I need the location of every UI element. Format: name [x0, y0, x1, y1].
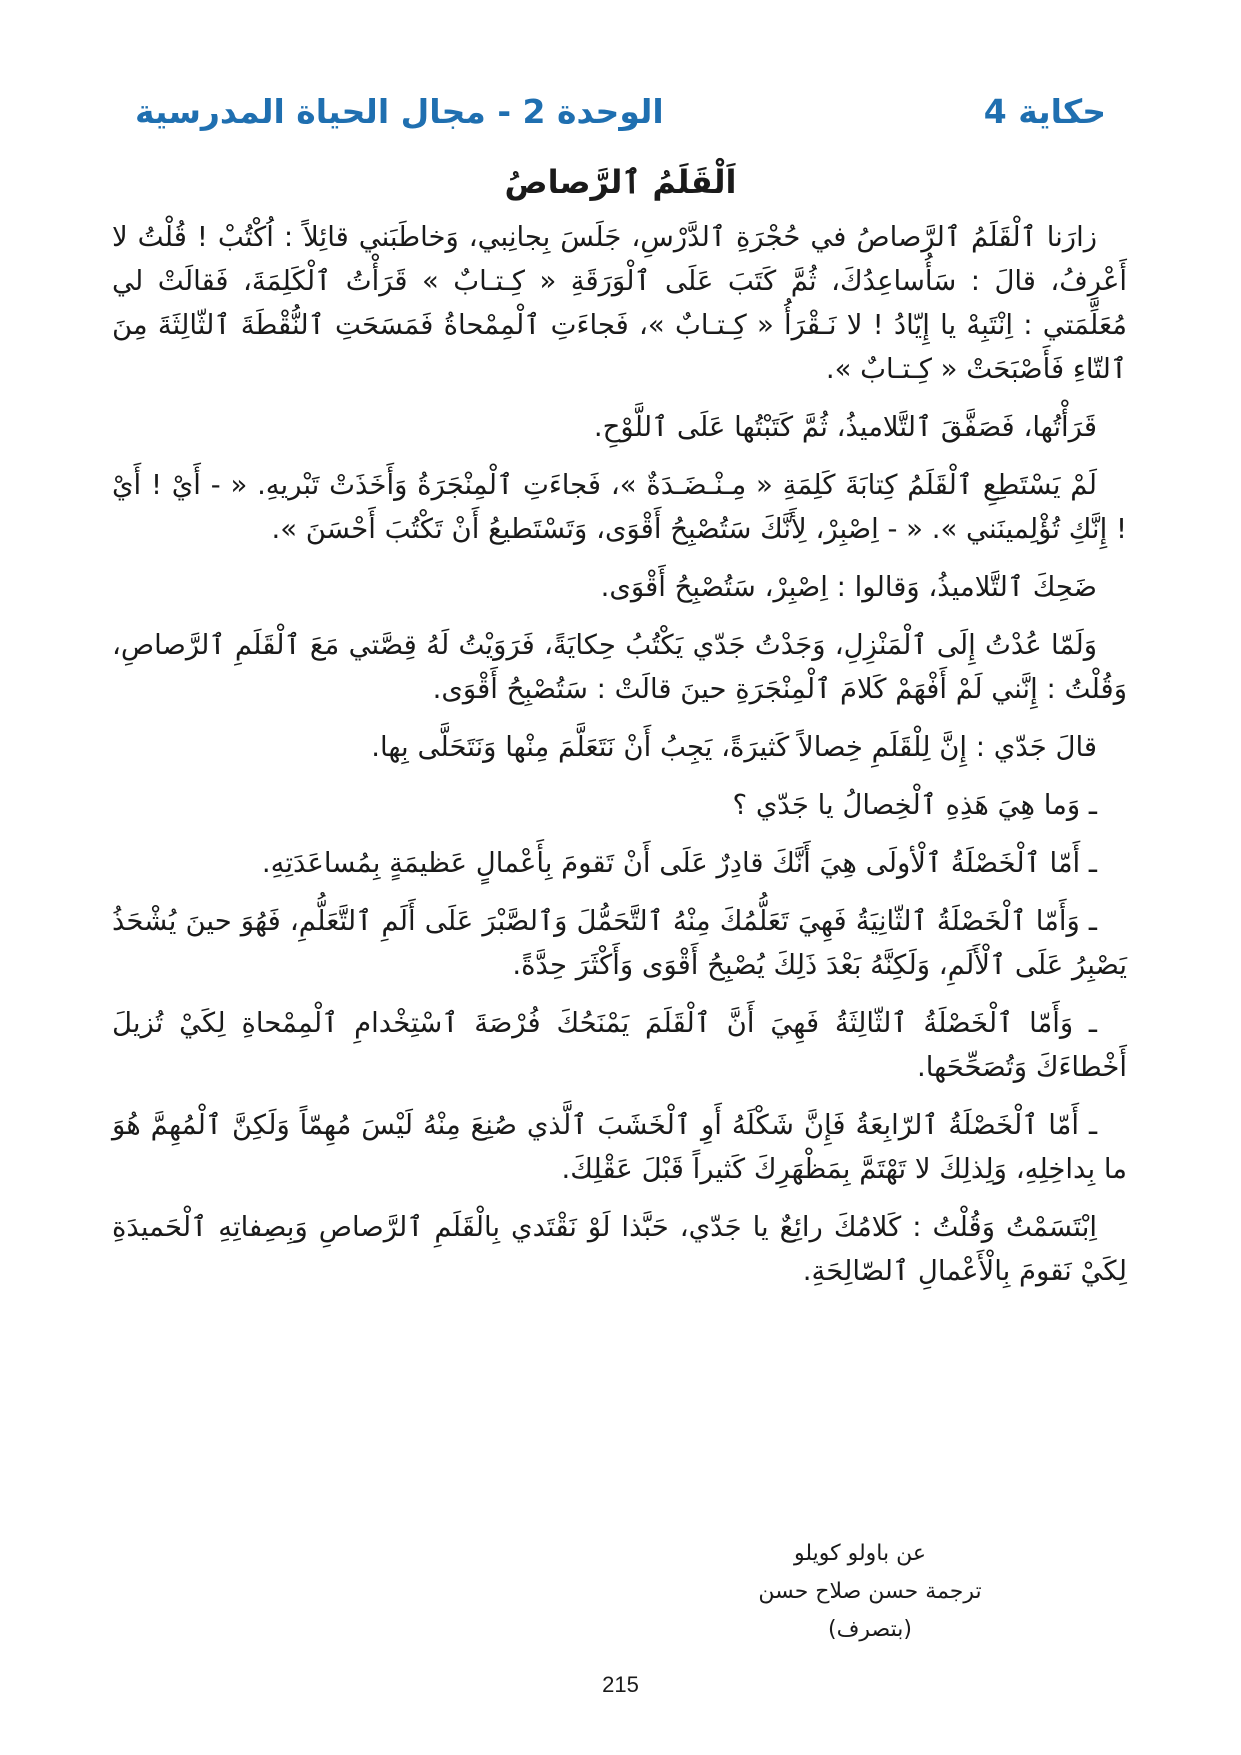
story-number: حكاية 4: [983, 92, 1106, 131]
attribution: [720, 1535, 1020, 1649]
story-paragraph: ـ وَما هِيَ هَذِهِ ٱلْخِصالُ يا جَدّي ؟: [732, 789, 1097, 821]
story-paragraph: ضَحِكَ ٱلتَّلاميذُ، وَقالوا : اِصْبِرْ، سَتُصْبِحُ أَقْوَى.: [600, 571, 1097, 603]
story-paragraph: اِبْتَسَمْتُ وَقُلْتُ : كَلامُكَ رائِعٌ يا جَدّي، حَبَّذا لَوْ نَقْتَدي بِالْقَلَمِ ٱلرَّصاصِ وَبِصِفاتِهِ ٱلْحَميدَةِ لِكَيْ نَقومَ بِالْأَعْمالِ ٱلصّالِحَةِ.: [112, 1211, 1127, 1287]
story-title: اَلْقَلَمُ ٱلرَّصاصُ: [504, 163, 737, 201]
page-number: 215: [602, 1672, 639, 1697]
story-paragraph: لَمْ يَسْتَطِعِ ٱلْقَلَمُ كِتابَةَ كَلِمَةِ « مِـنْـضَـدَةٌ »، فَجاءَتِ ٱلْمِنْجَرَةُ وَأَخَذَتْ تَبْريهِ. « - أَيْ ! أَيْ ! إِنَّكِ تُؤْلِمينَني ». « - اِصْبِرْ، لِأَنَّكَ سَتُصْبِحُ أَقْوَى، وَتَسْتَطيعُ أَنْ تَكْتُبَ أَحْسَنَ ».: [112, 469, 1127, 545]
story-paragraph: ـ وَأَمّا ٱلْخَصْلَةُ ٱلثّانِيَةُ فَهِيَ تَعَلُّمُكَ مِنْهُ ٱلتَّحَمُّلَ وَٱلصَّبْرَ عَلَى أَلَمِ ٱلتَّعَلُّمِ، فَهُوَ حينَ يُشْحَذُ يَصْبِرُ عَلَى ٱلْأَلَمِ، وَلَكِنَّهُ بَعْدَ ذَلِكَ يُصْبِحُ أَقْوَى وَأَكْثَرَ حِدَّةً.: [112, 905, 1127, 981]
story-body: [112, 215, 1127, 1307]
translator-credit: ترجمة حسن صلاح حسن (بتصرف): [758, 1579, 982, 1642]
story-paragraph: ـ أَمّا ٱلْخَصْلَةُ ٱلرّابِعَةُ فَإِنَّ شَكْلَهُ أَوِ ٱلْخَشَبَ ٱلَّذي صُنِعَ مِنْهُ لَيْسَ مُهِمّاً وَلَكِنَّ ٱلْمُهِمَّ هُوَ ما بِداخِلِهِ، وَلِذلِكَ لا تَهْتَمَّ بِمَظْهَرِكَ كَثيراً قَبْلَ عَقْلِكَ.: [112, 1109, 1127, 1185]
story-paragraph: زارَنا ٱلْقَلَمُ ٱلرَّصاصُ في حُجْرَةِ ٱلدَّرْسِ، جَلَسَ بِجانِبي، وَخاطَبَني قائِلاً : اُكْتُبْ ! قُلْتُ لا أَعْرِفُ، قالَ : سَأُساعِدُكَ، ثُمَّ كَتَبَ عَلَى ٱلْوَرَقَةِ « كِـتـابٌ » قَرَأْتُ ٱلْكَلِمَةَ، فَقالَتْ لي مُعَلِّمَتي : اِنْتَبِهْ يا إِيّادُ ! لا نَـقْرَأُ « كِـتـابٌ »، فَجاءَتِ ٱلْمِمْحاةُ فَمَسَحَتِ ٱلنُّقْطَةَ ٱلثّالِثَةَ مِنَ ٱلتّاءِ فَأَصْبَحَتْ « كِـتـابٌ ».: [112, 221, 1127, 385]
story-paragraph: ـ أَمّا ٱلْخَصْلَةُ ٱلْأولَى هِيَ أَنَّكَ قادِرٌ عَلَى أَنْ تَقومَ بِأَعْمالٍ عَظيمَةٍ بِمُساعَدَتِهِ.: [261, 847, 1097, 879]
author-credit: عن باولو كويلو: [794, 1541, 926, 1566]
page-header: [135, 92, 1106, 142]
story-paragraph: وَلَمّا عُدْتُ إِلَى ٱلْمَنْزِلِ، وَجَدْتُ جَدّي يَكْتُبُ حِكايَةً، فَرَوَيْتُ لَهُ قِصَّتي مَعَ ٱلْقَلَمِ ٱلرَّصاصِ، وَقُلْتُ : إِنَّني لَمْ أَفْهَمْ كَلامَ ٱلْمِنْجَرَةِ حينَ قالَتْ : سَتُصْبِحُ أَقْوَى.: [112, 629, 1127, 705]
unit-title: الوحدة 2 - مجال الحياة المدرسية: [135, 92, 664, 131]
story-paragraph: قالَ جَدّي : إِنَّ لِلْقَلَمِ خِصالاً كَثيرَةً، يَجِبُ أَنْ نَتَعَلَّمَ مِنْها وَنَتَحَلَّى بِها.: [371, 731, 1097, 763]
story-paragraph: ـ وَأَمّا ٱلْخَصْلَةُ ٱلثّالِثَةُ فَهِيَ أَنَّ ٱلْقَلَمَ يَمْنَحُكَ فُرْصَةَ ٱسْتِخْدامِ ٱلْمِمْحاةِ لِكَيْ تُزيلَ أَخْطاءَكَ وَتُصَحِّحَها.: [112, 1007, 1127, 1083]
story-paragraph: قَرَأْتُها، فَصَفَّقَ ٱلتَّلاميذُ، ثُمَّ كَتَبْتُها عَلَى ٱللَّوْحِ.: [593, 411, 1097, 443]
